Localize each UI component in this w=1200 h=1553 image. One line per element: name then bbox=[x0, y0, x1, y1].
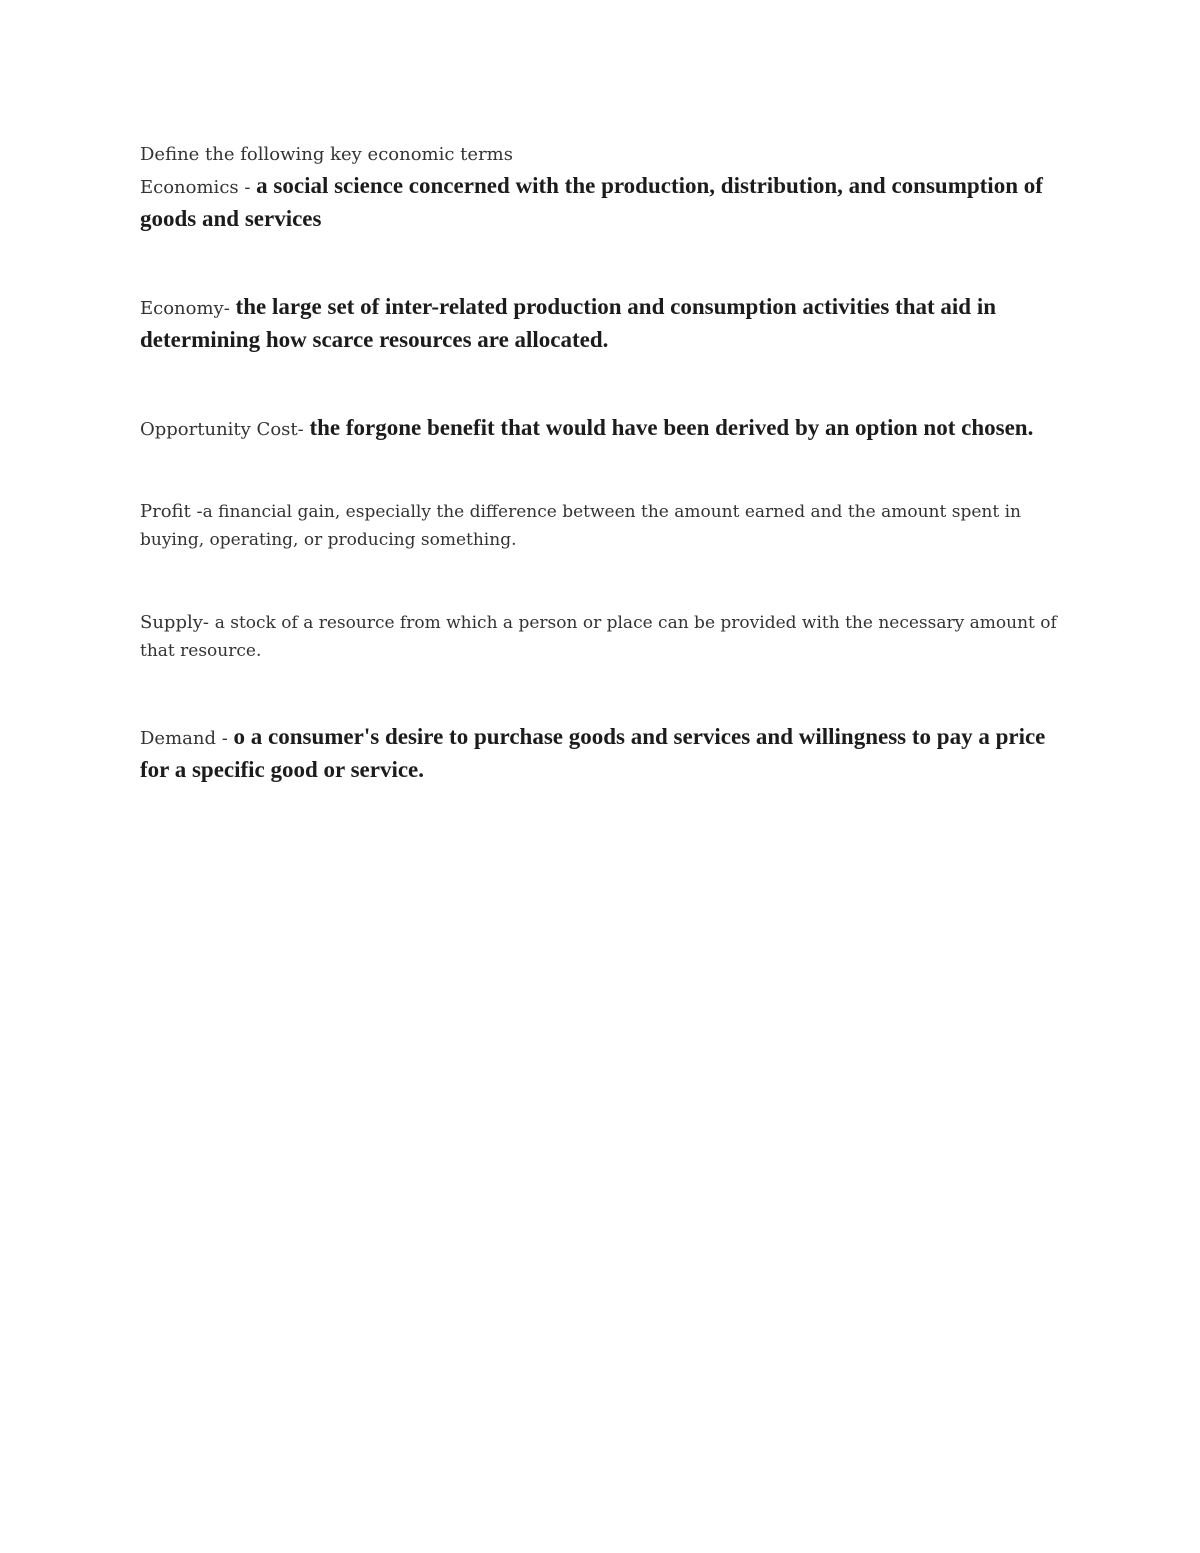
term-label: Opportunity Cost- bbox=[140, 419, 310, 440]
term-label: Profit - bbox=[140, 501, 203, 522]
term-definition: a stock of a resource from which a person or place can be provided with the necessary amount of that resource. bbox=[140, 613, 1057, 661]
term-definition: a social science concerned with the production, distribution, and consumption of goods and services bbox=[140, 173, 1043, 231]
term-definition: o a consumer's desire to purchase goods and services and willingness to pay a price for a specific good or service. bbox=[140, 724, 1046, 782]
term-entry-profit bbox=[140, 498, 1075, 554]
term-entry-economics bbox=[140, 170, 1075, 236]
term-definition: a financial gain, especially the difference between the amount earned and the amount spent in buying, operating, or producing something. bbox=[140, 502, 1021, 550]
term-label: Economics - bbox=[140, 177, 257, 198]
document-heading: Define the following key economic terms bbox=[140, 144, 513, 165]
term-definition: the large set of inter-related production and consumption activities that aid in determining how scarce resources are allocated. bbox=[140, 294, 997, 352]
term-entry-opportunity-cost bbox=[140, 412, 1075, 445]
term-definition: the forgone benefit that would have been derived by an option not chosen. bbox=[309, 415, 1034, 440]
term-label: Supply- bbox=[140, 612, 215, 633]
document-content bbox=[140, 140, 1075, 787]
term-entry-supply bbox=[140, 609, 1075, 665]
term-label: Demand - bbox=[140, 728, 234, 749]
term-entry-demand bbox=[140, 721, 1075, 787]
term-label: Economy- bbox=[140, 298, 236, 319]
term-entry-economy bbox=[140, 291, 1075, 357]
